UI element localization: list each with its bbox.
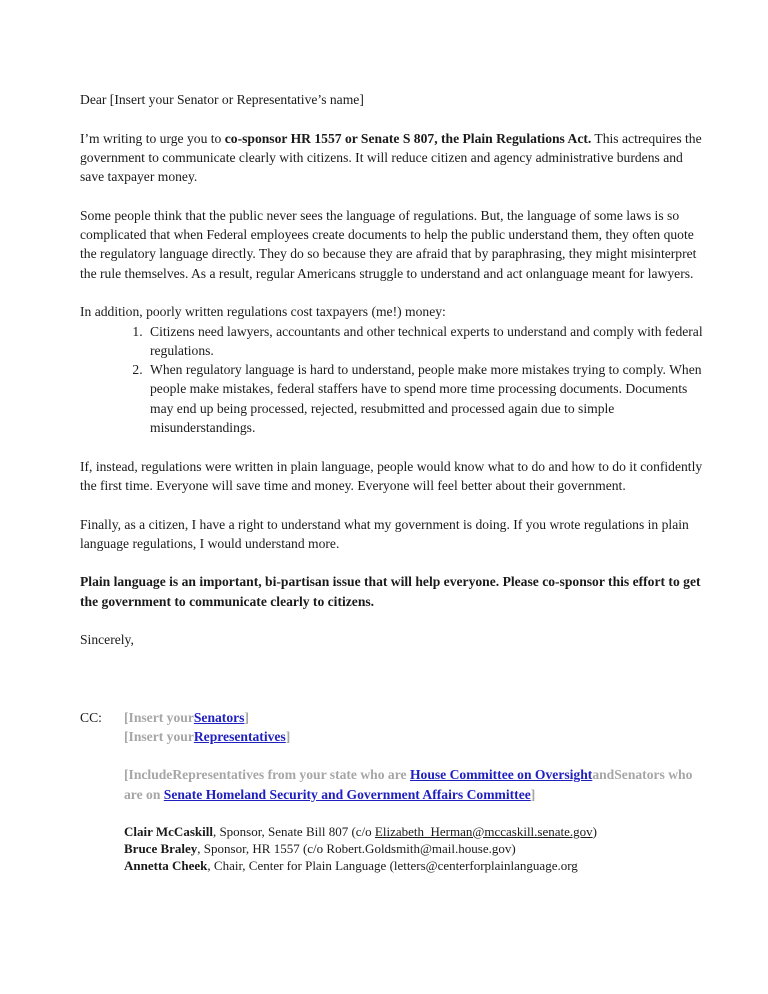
paragraph-rights: Finally, as a citizen, I have a right to understand what my government is doing. If you wrote regulations in plain language regulations, I would understand more. xyxy=(80,516,689,551)
paragraph-language: Some people think that the public never sees the language of regulations. But, the language of some laws is so complicated that when Federal employees create documents to help the public understand them, they often quote the regulatory language directly. They do so because they are afraid that by paraphrasing, they might misinterpret the rule themselves. As a result, regular Americans struggle to understand and act onlanguage meant for lawyers. xyxy=(80,207,697,281)
senate-committee-link[interactable]: Senate Homeland Security and Government Affairs Committee xyxy=(163,786,531,802)
text: ] xyxy=(244,709,249,725)
contact-role: , Chair, Center for Plain Language ( xyxy=(207,857,394,873)
list-item: 2. When regulatory language is hard to understand, people make more mistakes trying to comply. When people make mistakes, federal staffers have to spend more time processing documents. Documents may end up being processed, rejected, resubmitted and processed again due to simple misunderstandings. xyxy=(146,360,708,437)
greeting: Dear [Insert your Senator or Representative’s name] xyxy=(80,92,364,107)
contact-email: letters@centerforplainlanguage.org xyxy=(393,857,578,873)
contact-email: Robert.Goldsmith@mail.house.gov xyxy=(326,840,512,856)
cc-label: CC: xyxy=(80,709,102,725)
text: [Insert your xyxy=(124,709,194,725)
contact-email[interactable]: Elizabeth_Herman@mccaskill.senate.gov xyxy=(374,823,593,839)
cc-section xyxy=(80,708,708,874)
request-text: Plain language is an important, bi-partisan issue that will help everyone. Please co-sponsor this effort to get the government to communicate clearly to citizens. xyxy=(80,574,701,609)
text: I’m writing to urge you to xyxy=(80,130,225,146)
text: andSenators who are on xyxy=(124,767,693,802)
text: [IncludeRepresentatives from your state who are xyxy=(124,767,410,783)
contact-line xyxy=(124,840,708,857)
representatives-link[interactable]: Representatives xyxy=(193,728,286,744)
contact-name: Annetta Cheek xyxy=(124,857,208,873)
text: ] xyxy=(285,728,291,744)
paragraph-intro xyxy=(80,129,708,187)
contact-line xyxy=(124,857,708,874)
text: This actrequires the government to communicate clearly with citizens. It will reduce citizen and agency administrative burdens and save taxpayer money. xyxy=(80,130,702,185)
senators-link[interactable]: Senators xyxy=(193,709,245,725)
text: ) xyxy=(592,823,597,839)
cc-contacts xyxy=(124,823,708,874)
cc-committees xyxy=(124,765,708,804)
paragraph-costs xyxy=(80,302,708,437)
contact-role: , Sponsor, Senate Bill 807 (c/o xyxy=(212,823,375,839)
house-committee-link[interactable]: House Committee on Oversight xyxy=(409,767,593,783)
contact-line xyxy=(124,823,708,840)
text: ] xyxy=(530,786,536,802)
contact-name: Clair McCaskill xyxy=(124,823,213,839)
closing: Sincerely, xyxy=(80,632,134,648)
paragraph-request xyxy=(80,572,708,611)
costs-list xyxy=(80,322,708,438)
text: ) xyxy=(511,840,516,856)
list-item: 1. Citizens need lawyers, accountants and other technical experts to understand and comply with federal regulations. xyxy=(146,322,708,361)
cc-body xyxy=(124,708,708,874)
paragraph-plain-language: If, instead, regulations were written in plain language, people would know what to do and how to do it confidently the first time. Everyone will save time and money. Everyone will feel better about their government. xyxy=(80,458,703,493)
contact-role: , Sponsor, HR 1557 (c/o xyxy=(197,840,327,856)
cc-representatives xyxy=(124,727,708,746)
letter-page xyxy=(80,90,708,874)
contact-name: Bruce Braley xyxy=(124,840,198,856)
bill-name: co-sponsor HR 1557 or Senate S 807, the Plain Regulations Act. xyxy=(224,130,592,146)
costs-intro: In addition, poorly written regulations cost taxpayers (me!) money: xyxy=(80,304,446,320)
text: [Insert your xyxy=(124,728,194,744)
cc-senators xyxy=(124,708,708,727)
